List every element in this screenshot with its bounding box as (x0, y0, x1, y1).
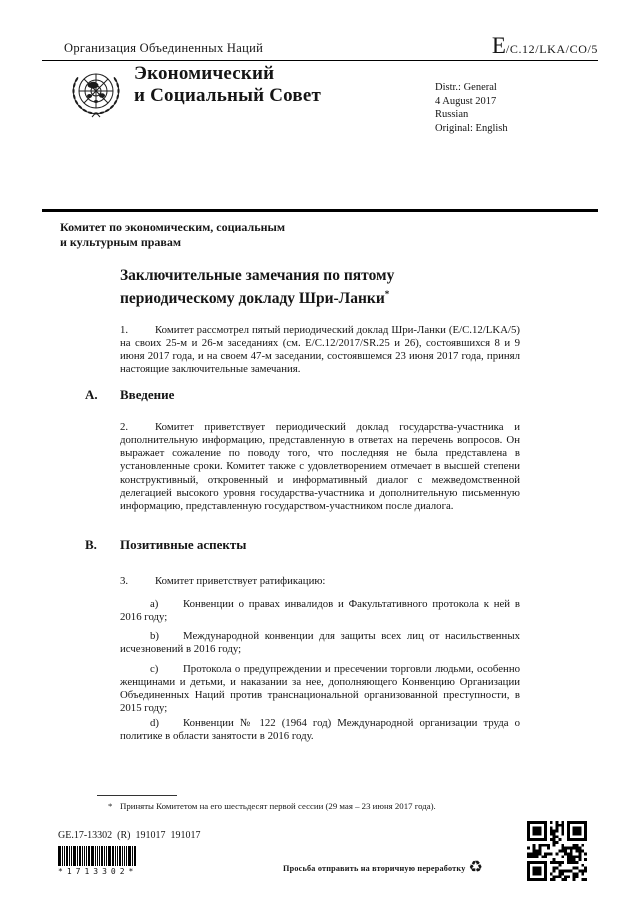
recycle-icon: ♻ (468, 859, 483, 876)
committee-line2: и культурным правам (60, 234, 182, 249)
paragraph-text: Комитет приветствует периодический доклад государства-участника и дополнительную информацию, представленную в ответах на перечень вопросов. Он выражает сожаление по поводу того, что последняя не была представлена в установленные сроки. Комитет также с удовлетворением отмечает в высшей степени конструктивный, откровенный и информативный диалог с межведомственной делегацией высокого уровня государства-участника и дополнительную письменную информацию, представленную государством-участником после диалога. (120, 420, 520, 513)
list-item-text: Международной конвенции для защиты всех лиц от насильственных исчезновений в 2016 году; (120, 629, 520, 655)
council-title-line1: Экономический (134, 63, 275, 84)
section-b-heading (85, 537, 246, 553)
section-title: Позитивные аспекты (120, 537, 247, 552)
document-symbol-rest: /C.12/LKA/CO/5 (505, 42, 598, 56)
barcode-bars (58, 846, 152, 866)
section-a-heading (85, 387, 174, 403)
barcode-text: *1713302* (58, 867, 138, 876)
document-title (120, 266, 540, 308)
list-item-c (120, 663, 520, 716)
section-divider (42, 209, 598, 212)
barcode (58, 846, 152, 876)
paragraph-text: Комитет рассмотрел пятый периодический доклад Шри-Ланки (E/C.12/LKA/5) на своих 25-м и 26-м заседаниях (см. E/C.12/2017/SR.25 и 26), состоявшихся 8 и 9 июня 2017 года, и на своем 47-м заседании, состоявшемся 23 июня 2017 года, принял настоящие заключительные замечания. (120, 323, 520, 376)
paragraph-number: 2. (120, 420, 129, 433)
distr-type: Distr.: General (435, 82, 497, 93)
document-title-line2-text: периодическому докладу Шри-Ланки (120, 290, 385, 308)
section-title: Введение (120, 387, 175, 402)
header-divider (42, 60, 598, 61)
paragraph-number: 1. (120, 323, 129, 336)
list-item-letter: b) (150, 629, 159, 642)
list-item-letter: a) (150, 597, 159, 610)
council-title (134, 63, 321, 107)
list-item-text: Конвенции № 122 (1964 год) Международной организации труда о политике в области занятости в 2016 году. (120, 716, 520, 742)
list-item-b (120, 630, 520, 656)
paragraph-number: 3. (120, 574, 129, 587)
paragraph-1 (120, 324, 520, 377)
list-item-letter: c) (150, 662, 159, 675)
footnote-divider (97, 795, 177, 796)
council-title-line2: и Социальный Совет (134, 85, 322, 106)
section-letter: B. (85, 537, 97, 552)
document-title-line2 (120, 285, 540, 308)
un-emblem-icon (66, 65, 126, 125)
qr-code (527, 821, 587, 881)
section-letter: A. (85, 387, 98, 402)
footnote (108, 801, 520, 812)
list-item-text: Конвенции о правах инвалидов и Факультативного протокола к ней в 2016 году; (120, 597, 520, 623)
recycle-notice (283, 860, 523, 876)
footnote-reference: * (384, 289, 390, 299)
document-symbol-letter: E (491, 33, 506, 58)
distribution-block (435, 81, 508, 135)
footnote-text: Приняты Комитетом на его шестьдесят первой сессии (29 мая – 23 июня 2017 года). (120, 801, 436, 811)
distr-language: Russian (435, 109, 469, 120)
committee-line1: Комитет по экономическим, социальным (60, 220, 286, 234)
recycle-text: Просьба отправить на вторичную переработку (283, 863, 466, 873)
paragraph-2 (120, 421, 520, 513)
footnote-marker: * (108, 801, 113, 811)
un-org-name: Организация Объединенных Наций (64, 41, 264, 55)
committee-heading (60, 220, 285, 249)
list-item-text: Протокола о предупреждении и пресечении торговли людьми, особенно женщинами и детьми, и наказании за нее, дополняющего Конвенцию Организации Объединенных Наций против транснациональной организованной преступности, в 2015 году; (120, 662, 520, 715)
distr-original: Original: English (435, 122, 508, 134)
list-item-d (120, 717, 520, 743)
distr-date: 4 August 2017 (435, 95, 497, 107)
list-item-a (120, 598, 520, 624)
document-title-line1: Заключительные замечания по пятому (120, 267, 395, 284)
paragraph-3 (120, 575, 520, 588)
paragraph-text: Комитет приветствует ратификацию: (155, 574, 326, 587)
ge-number: GE.17-13302 (R) 191017 191017 (58, 830, 201, 841)
list-item-letter: d) (150, 716, 159, 729)
document-symbol (492, 33, 598, 59)
